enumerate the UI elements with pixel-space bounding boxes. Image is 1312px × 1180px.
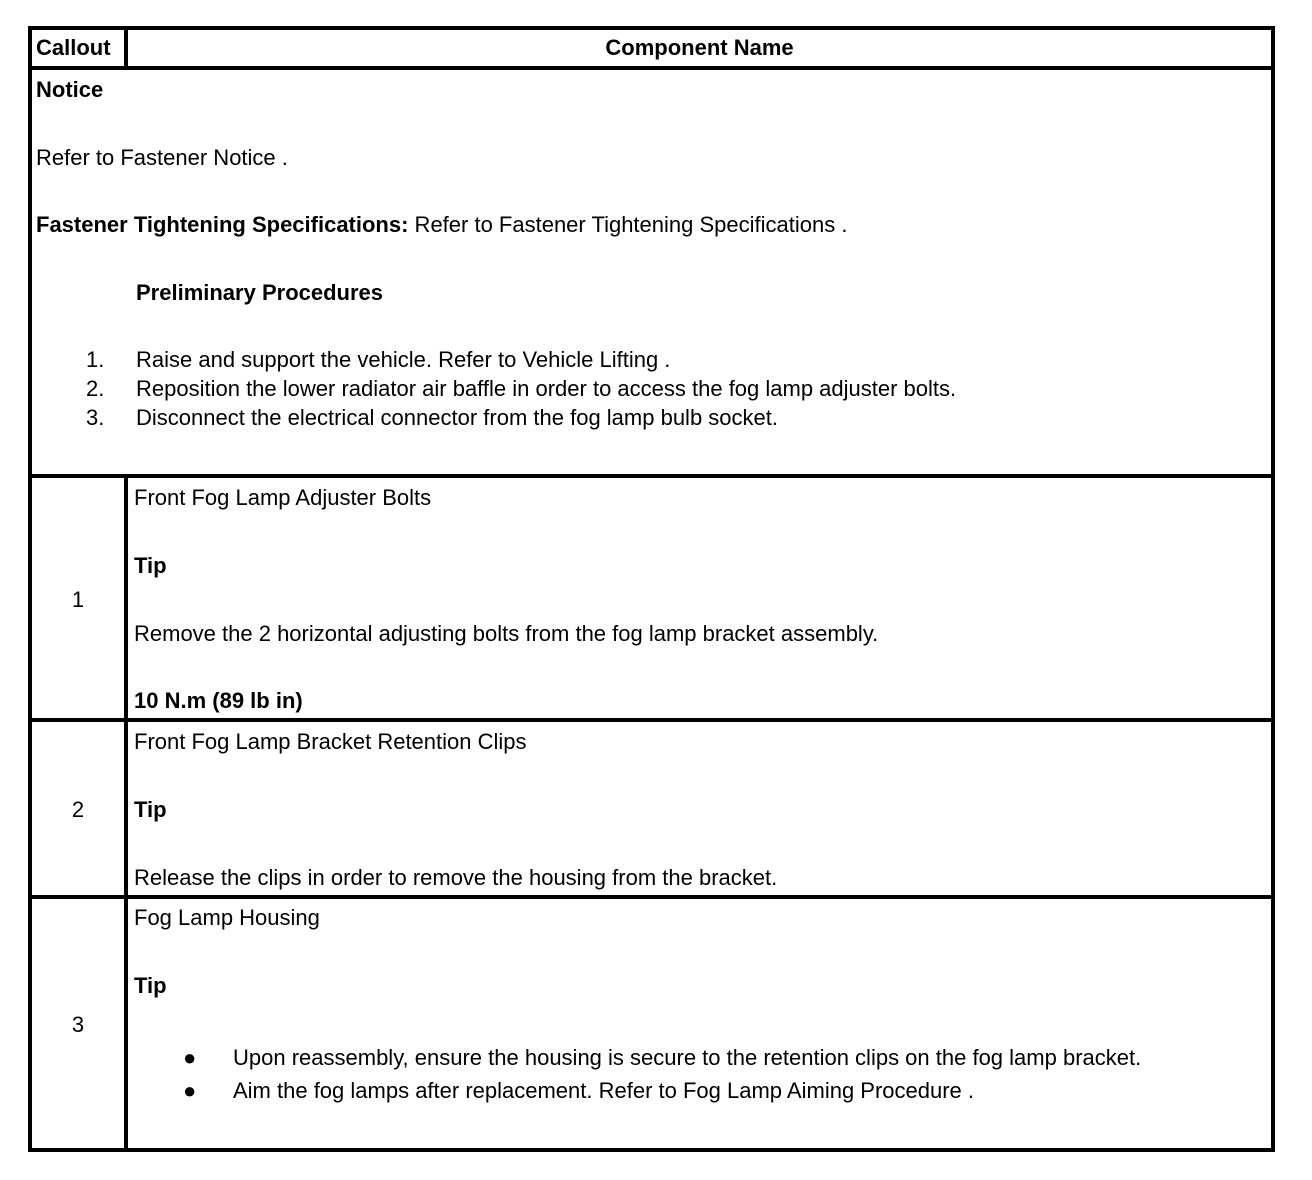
callout-number: 2: [71, 797, 85, 822]
step-text: Raise and support the vehicle. Refer to Vehicle Lifting .: [136, 347, 671, 372]
fastener-notice-text: Refer to Fastener Notice .: [36, 145, 288, 170]
callout-number: 3: [71, 1012, 85, 1037]
step-number: 2.: [86, 376, 105, 401]
bullet-text: Upon reassembly, ensure the housing is secure to the retention clips on the fog lamp bracket.: [233, 1045, 1142, 1070]
step-text: Disconnect the electrical connector from the fog lamp bulb socket.: [136, 405, 778, 430]
step-text: Reposition the lower radiator air baffle in order to access the fog lamp adjuster bolts.: [136, 376, 957, 401]
procedure-table: [28, 26, 1275, 1152]
notice-title: Notice: [36, 77, 104, 102]
component-name-header: Component Name: [605, 35, 794, 60]
callout-header: Callout: [36, 35, 111, 60]
callout-number: 1: [71, 587, 85, 612]
tip-label: Tip: [134, 553, 167, 578]
rows-column-divider: [124, 474, 128, 1152]
step-number: 1.: [86, 347, 105, 372]
tip-text: Remove the 2 horizontal adjusting bolts from the fog lamp bracket assembly.: [134, 621, 879, 646]
tip-label: Tip: [134, 973, 167, 998]
component-name: Front Fog Lamp Bracket Retention Clips: [134, 729, 527, 754]
component-name: Front Fog Lamp Adjuster Bolts: [134, 485, 432, 510]
tip-text: Release the clips in order to remove the housing from the bracket.: [134, 865, 778, 890]
bullet-text: Aim the fog lamps after replacement. Refer to Fog Lamp Aiming Procedure .: [233, 1078, 975, 1103]
step-number: 3.: [86, 405, 105, 430]
row-1-divider: [28, 718, 1275, 722]
fastener-spec-text: Refer to Fastener Tightening Specifications .: [408, 212, 848, 237]
bullet-icon: ●: [183, 1078, 197, 1103]
header-divider: [28, 66, 1275, 70]
bullet-icon: ●: [183, 1045, 197, 1070]
row-2-divider: [28, 895, 1275, 899]
component-name: Fog Lamp Housing: [134, 905, 320, 930]
preliminary-procedures-title: Preliminary Procedures: [136, 280, 384, 305]
notice-divider: [28, 474, 1275, 478]
fastener-spec-label: Fastener Tightening Specifications:: [36, 212, 409, 237]
torque-spec: 10 N.m (89 lb in): [134, 688, 303, 713]
tip-label: Tip: [134, 797, 167, 822]
fastener-spec-line: [36, 212, 847, 238]
